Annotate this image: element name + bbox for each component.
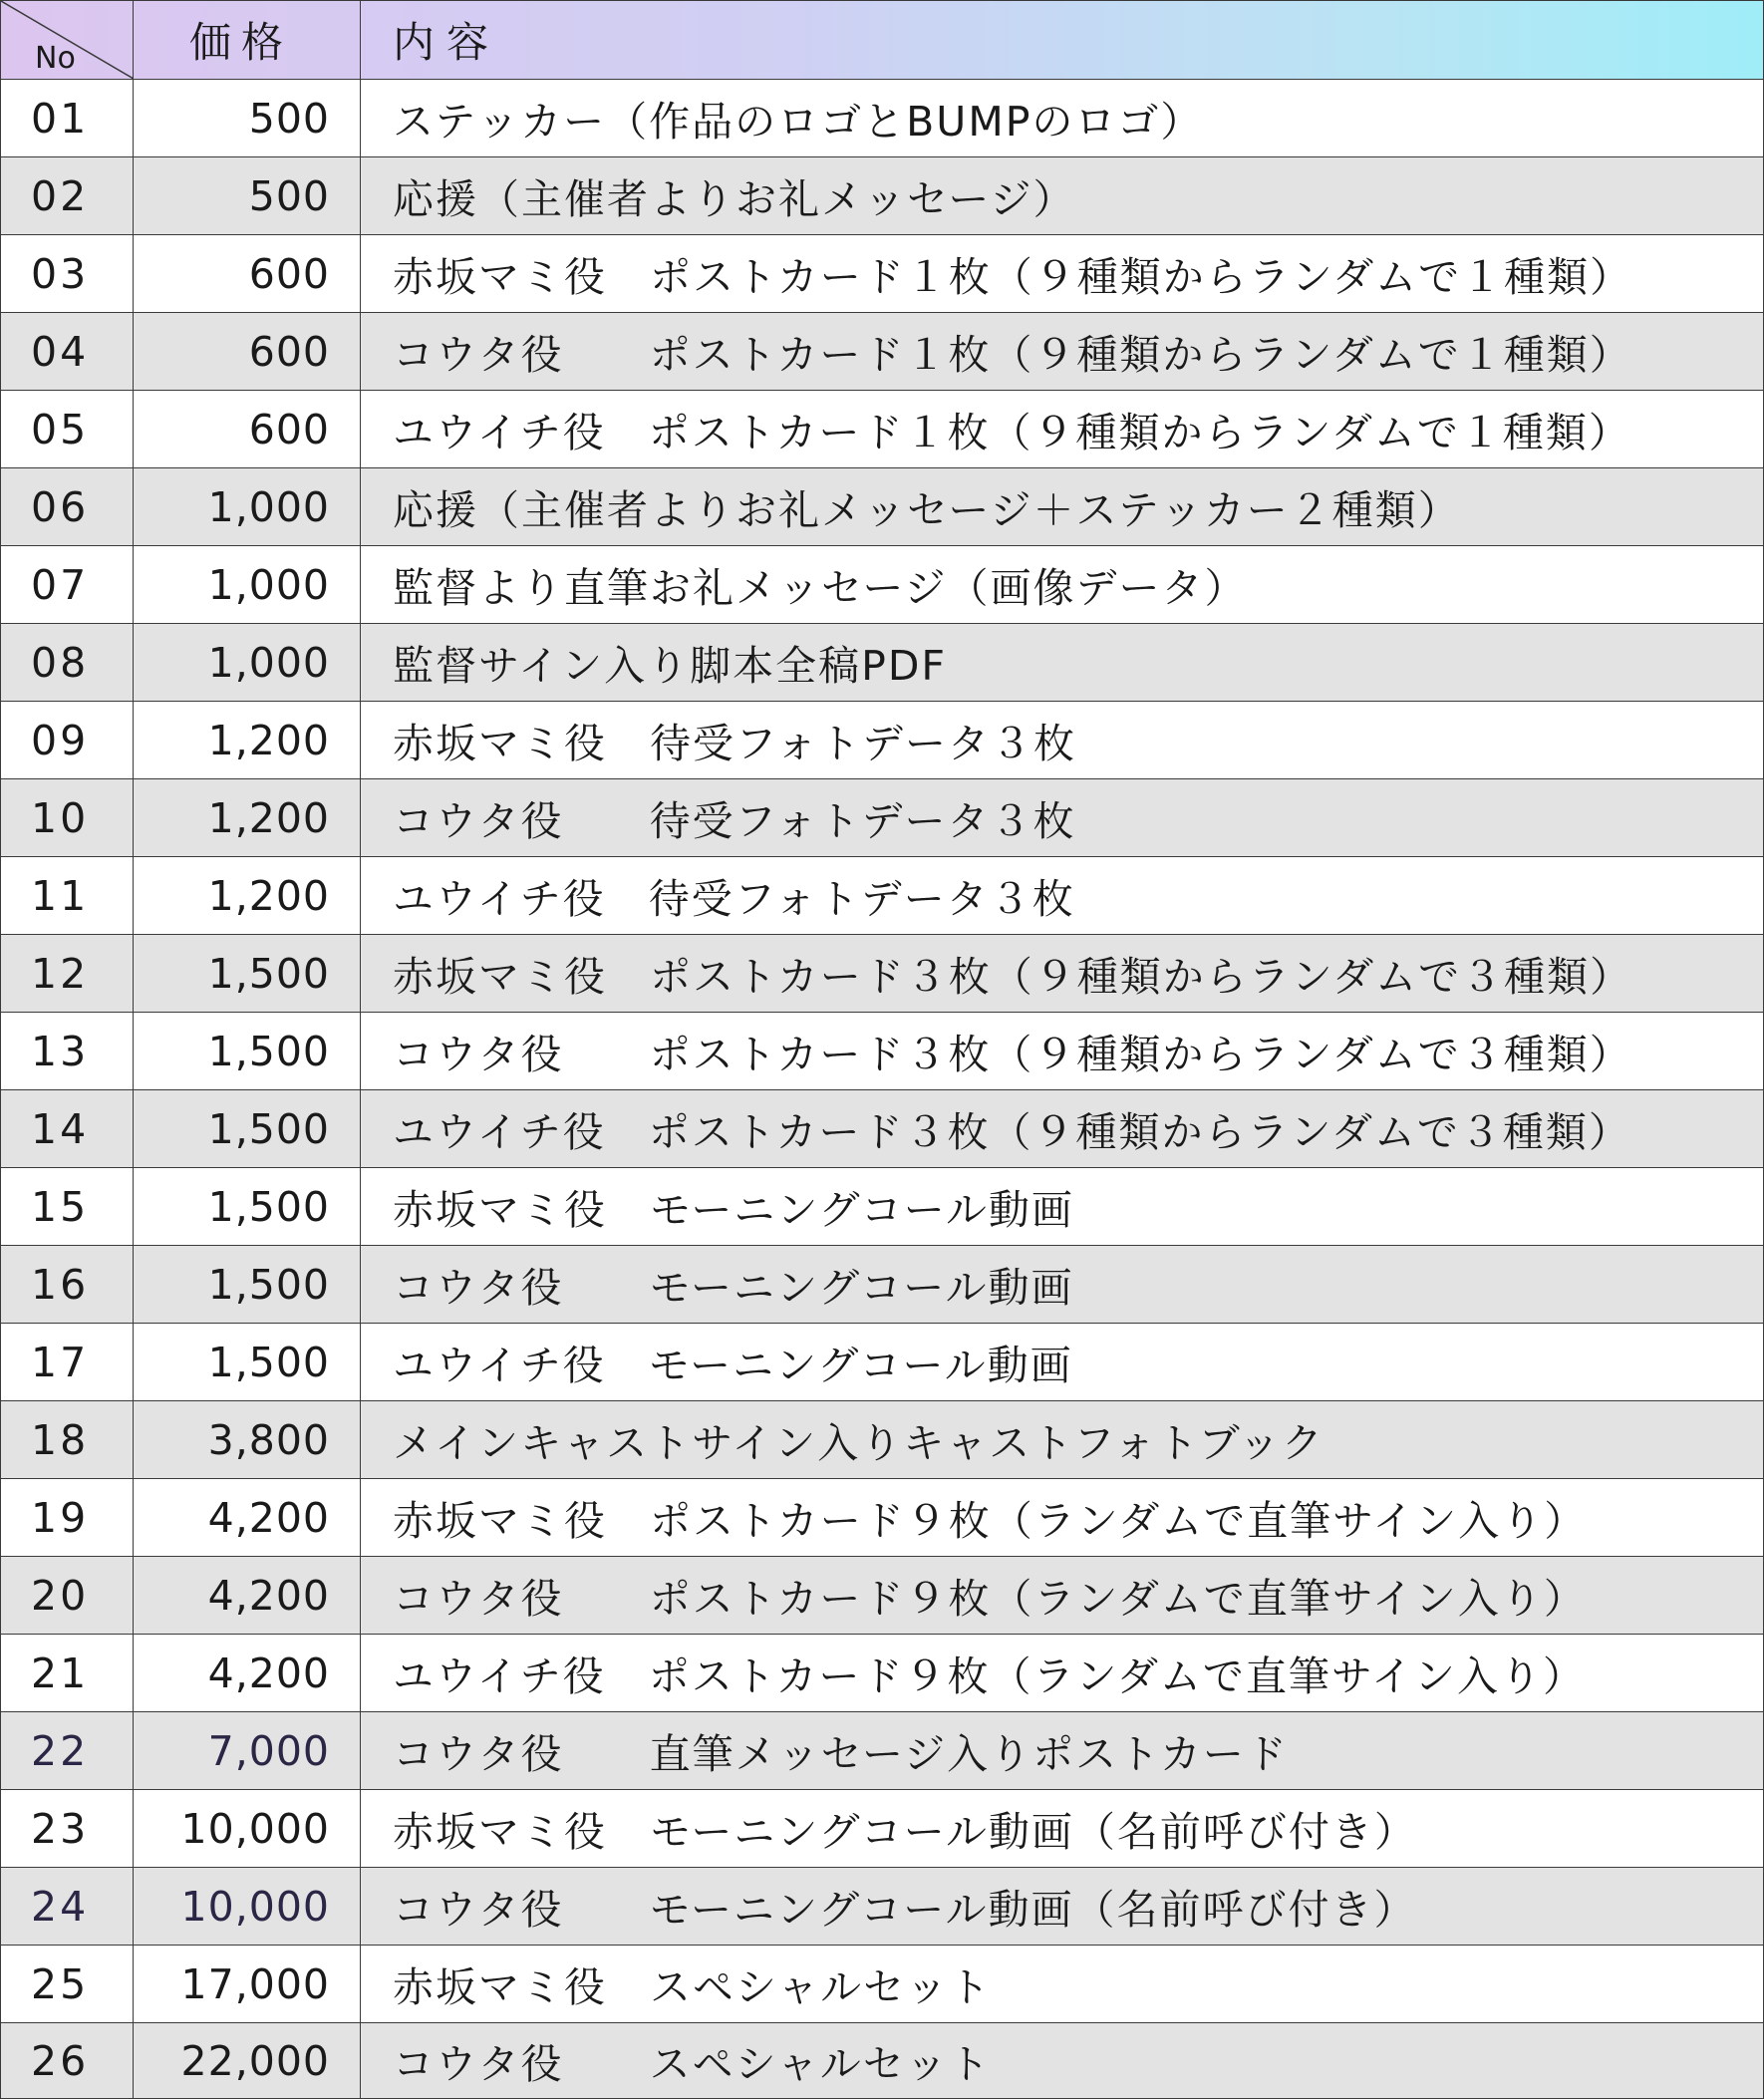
table-row [1,467,1763,545]
row-no: 08 [1,624,134,701]
table-row [1,1556,1763,1634]
row-content: 赤坂マミ役 モーニングコール動画 [393,1186,1074,1234]
row-no: 02 [1,157,134,234]
row-no: 07 [1,546,134,623]
row-no: 06 [1,468,134,545]
row-content: ユウイチ役 待受フォトデータ３枚 [393,875,1075,923]
table-row [1,1478,1763,1556]
row-content: 監督より直筆お礼メッセージ（画像データ） [393,564,1248,612]
row-price: 1,200 [134,702,361,778]
row-no: 05 [1,391,134,467]
row-price: 7,000 [134,1712,361,1789]
row-content: コウタ役 待受フォトデータ３枚 [393,797,1076,845]
row-price: 4,200 [134,1635,361,1711]
table-row [1,2022,1763,2098]
table-row [1,856,1763,934]
table-row [1,934,1763,1012]
row-price: 1,500 [134,1168,361,1245]
row-price: 600 [134,313,361,390]
row-content: 赤坂マミ役 ポストカード９枚（ランダムで直筆サイン入り） [393,1497,1588,1545]
row-price: 500 [134,157,361,234]
row-content: 赤坂マミ役 モーニングコール動画（名前呼び付き） [393,1808,1417,1856]
row-no: 01 [1,80,134,156]
row-price: 600 [134,391,361,467]
row-price: 1,200 [134,779,361,856]
table-row [1,1945,1763,2022]
row-price: 1,200 [134,857,361,934]
row-price: 4,200 [134,1479,361,1556]
row-content: ユウイチ役 ポストカード９枚（ランダムで直筆サイン入り） [393,1652,1587,1700]
row-price: 3,800 [134,1401,361,1478]
table-row [1,1711,1763,1789]
table-row [1,1167,1763,1245]
row-price: 4,200 [134,1557,361,1634]
row-no: 14 [1,1090,134,1167]
table-row [1,1089,1763,1167]
row-price: 1,500 [134,1246,361,1323]
table-row [1,545,1763,623]
row-no: 19 [1,1479,134,1556]
row-price: 1,000 [134,468,361,545]
table-row [1,1012,1763,1089]
row-price: 17,000 [134,1946,361,2022]
row-no: 11 [1,857,134,934]
row-price: 1,000 [134,546,361,623]
row-content: メインキャストサイン入りキャストフォトブック [393,1419,1324,1467]
table-row [1,79,1763,156]
table-row [1,623,1763,701]
table-row [1,1634,1763,1711]
row-price: 1,500 [134,1090,361,1167]
table-row [1,1245,1763,1323]
row-content: ユウイチ役 ポストカード１枚（９種類からランダムで１種類） [393,409,1631,456]
row-no: 20 [1,1557,134,1634]
row-content: 赤坂マミ役 待受フォトデータ３枚 [393,720,1076,767]
header-content-label: 内容 [393,18,501,67]
row-price: 1,000 [134,624,361,701]
header-no-cell [1,1,134,79]
table-row [1,1867,1763,1945]
row-no: 24 [1,1868,134,1945]
table-row [1,312,1763,390]
row-no: 10 [1,779,134,856]
row-content: 応援（主催者よりお礼メッセージ） [393,175,1076,223]
row-no: 21 [1,1635,134,1711]
row-no: 18 [1,1401,134,1478]
row-no: 03 [1,235,134,312]
table-row [1,156,1763,234]
row-content: コウタ役 ポストカード１枚（９種類からランダムで１種類） [393,331,1632,379]
row-price: 1,500 [134,935,361,1012]
row-content: 応援（主催者よりお礼メッセージ＋ステッカー２種類） [393,486,1461,534]
row-price: 500 [134,80,361,156]
row-content: ユウイチ役 モーニングコール動画 [393,1342,1073,1389]
row-content: コウタ役 スペシャルセット [393,2040,992,2088]
row-no: 23 [1,1790,134,1867]
table-row [1,1400,1763,1478]
table-row [1,778,1763,856]
row-content: コウタ役 直筆メッセージ入りポストカード [393,1730,1289,1778]
row-content: ユウイチ役 ポストカード３枚（９種類からランダムで３種類） [393,1108,1631,1156]
row-price: 10,000 [134,1790,361,1867]
row-content: コウタ役 モーニングコール動画 [393,1264,1074,1312]
header-price-label: 価格 [134,1,361,79]
row-price: 1,500 [134,1013,361,1089]
row-no: 04 [1,313,134,390]
row-no: 22 [1,1712,134,1789]
row-price: 600 [134,235,361,312]
row-no: 09 [1,702,134,778]
row-content: ステッカー（作品のロゴとBUMPのロゴ） [393,98,1204,146]
row-price: 10,000 [134,1868,361,1945]
table-row [1,701,1763,778]
table-header-row [1,1,1763,79]
table-row [1,1323,1763,1400]
row-no: 16 [1,1246,134,1323]
row-content: コウタ役 モーニングコール動画（名前呼び付き） [393,1886,1417,1934]
row-no: 17 [1,1324,134,1400]
table-row [1,234,1763,312]
row-content: 赤坂マミ役 スペシャルセット [393,1963,993,2011]
row-content: コウタ役 ポストカード３枚（９種類からランダムで３種類） [393,1031,1632,1078]
row-no: 12 [1,935,134,1012]
row-content: コウタ役 ポストカード９枚（ランダムで直筆サイン入り） [393,1575,1587,1623]
header-no-label: No [35,41,76,76]
table-row [1,390,1763,467]
row-price: 22,000 [134,2023,361,2098]
row-price: 1,500 [134,1324,361,1400]
row-content: 赤坂マミ役 ポストカード１枚（９種類からランダムで１種類） [393,253,1633,301]
row-no: 26 [1,2023,134,2098]
row-content: 監督サイン入り脚本全稿PDF [393,642,948,690]
row-no: 13 [1,1013,134,1089]
row-no: 15 [1,1168,134,1245]
row-content: 赤坂マミ役 ポストカード３枚（９種類からランダムで３種類） [393,953,1633,1001]
row-no: 25 [1,1946,134,2022]
table-row [1,1789,1763,1867]
